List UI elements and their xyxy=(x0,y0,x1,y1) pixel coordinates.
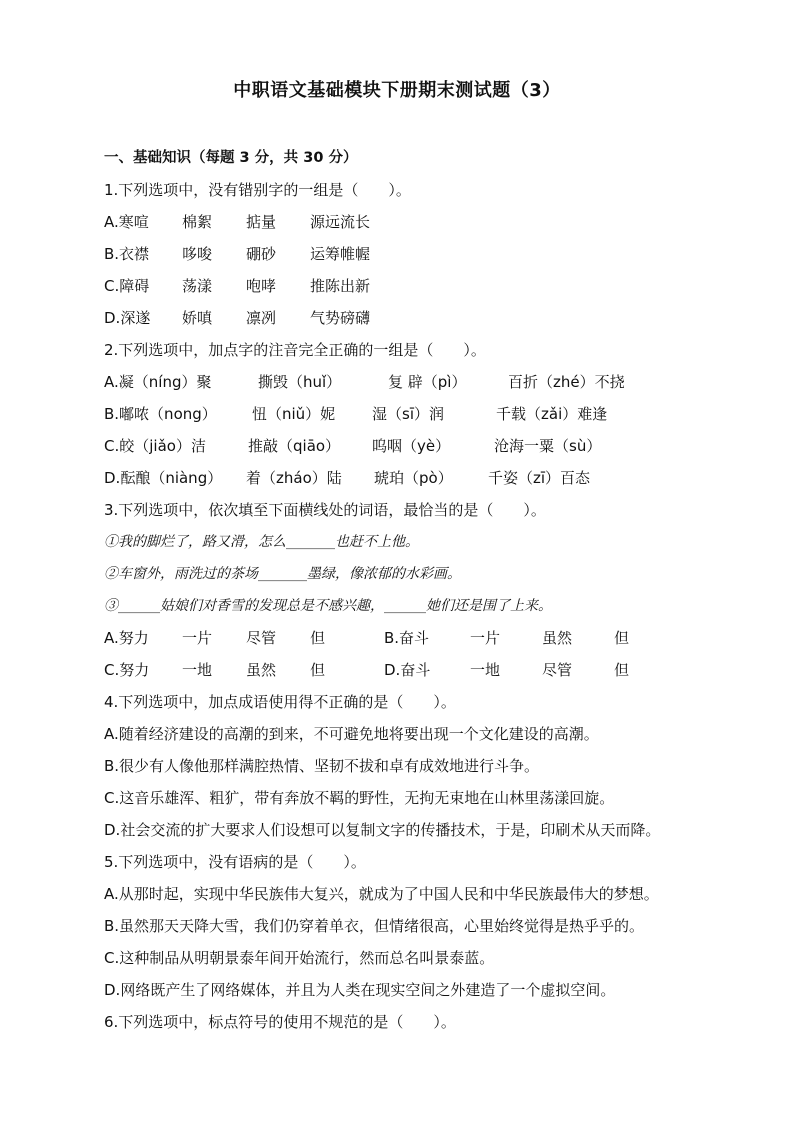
option-item: 娇嗔 xyxy=(182,309,213,327)
question-4-option-b[interactable]: B.很少有人像他那样满腔热情、坚韧不拔和卓有成效地进行斗争。 xyxy=(104,757,540,775)
option-item: B.嘟哝（nong） xyxy=(104,405,217,423)
option-item: 推敲（qiāo） xyxy=(248,437,341,455)
question-4-stem: 4.下列选项中，加点成语使用得不正确的是（ ）。 xyxy=(104,693,456,711)
question-1-option-d[interactable] xyxy=(104,308,704,328)
option-item: 咆哮 xyxy=(246,277,277,295)
question-2-option-b[interactable] xyxy=(104,404,704,424)
option-item: 撕毁（huǐ） xyxy=(258,373,342,391)
option-item: 荡漾 xyxy=(182,277,213,295)
question-4-option-c[interactable]: C.这音乐雄浑、粗犷，带有奔放不羁的野性，无拘无束地在山林里荡漾回旋。 xyxy=(104,789,615,807)
question-4-option-a[interactable]: A.随着经济建设的高潮的到来，不可避免地将要出现一个文化建设的高潮。 xyxy=(104,725,599,743)
option-item: 一片 xyxy=(470,629,501,647)
option-item: 琥珀（pò） xyxy=(374,469,453,487)
option-label: D.深遂 xyxy=(104,309,151,327)
question-1-option-b[interactable] xyxy=(104,244,704,264)
option-item: A.努力 xyxy=(104,629,149,647)
question-3-sentence-1: ①我的脚烂了，路又滑，怎么_______也赶不上他。 xyxy=(104,534,419,550)
option-item: 但 xyxy=(614,629,630,647)
option-item: 源远流长 xyxy=(310,213,371,231)
question-3-stem: 3.下列选项中，依次填至下面横线处的词语，最恰当的是（ ）。 xyxy=(104,501,546,519)
option-item: 沧海一粟（sù） xyxy=(494,437,602,455)
option-item: 忸（niǔ）妮 xyxy=(252,405,336,423)
option-label: B.衣襟 xyxy=(104,245,150,263)
option-item: 一地 xyxy=(470,661,501,679)
question-6-stem: 6.下列选项中，标点符号的使用不规范的是（ ）。 xyxy=(104,1013,456,1031)
option-item: 呜咽（yè） xyxy=(372,437,451,455)
option-label: A.寒喧 xyxy=(104,213,149,231)
question-5-option-a[interactable]: A.从那时起，实现中华民族伟大复兴，就成为了中国人民和中华民族最伟大的梦想。 xyxy=(104,885,659,903)
option-item: 尽管 xyxy=(542,661,573,679)
option-item: D.奋斗 xyxy=(384,661,431,679)
option-item: 一片 xyxy=(182,629,213,647)
page-title: 中职语文基础模块下册期末测试题（3） xyxy=(233,80,561,101)
option-item: 虽然 xyxy=(246,661,277,679)
question-3-options-ab[interactable] xyxy=(104,628,704,648)
question-2-stem: 2.下列选项中，加点字的注音完全正确的一组是（ ）。 xyxy=(104,341,486,359)
option-item: 运筹帷幄 xyxy=(310,245,371,263)
question-3-options-cd[interactable] xyxy=(104,660,704,680)
option-item: 但 xyxy=(310,661,326,679)
option-item: 哆唆 xyxy=(182,245,213,263)
option-item: 虽然 xyxy=(542,629,573,647)
option-item: 凛冽 xyxy=(246,309,277,327)
option-item: 硼砂 xyxy=(246,245,277,263)
option-item: 推陈出新 xyxy=(310,277,371,295)
option-item: 千载（zǎi）难逢 xyxy=(496,405,608,423)
option-item: 湿（sī）润 xyxy=(372,405,444,423)
option-item: A.凝（níng）聚 xyxy=(104,373,212,391)
question-2-option-d[interactable] xyxy=(104,468,704,488)
question-1-option-c[interactable] xyxy=(104,276,704,296)
question-3-sentence-3: ③______姑娘们对香雪的发现总是不感兴趣，______她们还是围了上来。 xyxy=(104,598,552,614)
option-item: 但 xyxy=(614,661,630,679)
option-item: 尽管 xyxy=(246,629,277,647)
question-2-option-c[interactable] xyxy=(104,436,704,456)
option-item: 气势磅礴 xyxy=(310,309,371,327)
question-2-option-a[interactable] xyxy=(104,372,704,392)
question-1-stem: 1.下列选项中，没有错别字的一组是（ ）。 xyxy=(104,181,411,199)
question-1-option-a[interactable] xyxy=(104,212,704,232)
option-label: C.障碍 xyxy=(104,277,150,295)
option-item: 棉絮 xyxy=(182,213,213,231)
option-item: C.努力 xyxy=(104,661,150,679)
option-item: 掂量 xyxy=(246,213,277,231)
option-item: 着（zháo）陆 xyxy=(246,469,342,487)
section-heading: 一、基础知识（每题 3 分，共 30 分） xyxy=(104,150,358,166)
option-item: 百折（zhé）不挠 xyxy=(508,373,625,391)
option-item: 但 xyxy=(310,629,326,647)
question-3-sentence-2: ②车窗外，雨洗过的茶场_______墨绿，像浓郁的水彩画。 xyxy=(104,566,461,582)
question-5-option-d[interactable]: D.网络既产生了网络媒体，并且为人类在现实空间之外建造了一个虚拟空间。 xyxy=(104,981,616,999)
option-item: C.皎（jiǎo）洁 xyxy=(104,437,206,455)
question-4-option-d[interactable]: D.社会交流的扩大要求人们设想可以复制文字的传播技术，于是，印刷术从天而降。 xyxy=(104,821,661,839)
option-item: 复 辟（pì） xyxy=(388,373,467,391)
option-item: 一地 xyxy=(182,661,213,679)
question-5-option-c[interactable]: C.这种制品从明朝景泰年间开始流行，然而总名叫景泰蓝。 xyxy=(104,949,495,967)
question-5-option-b[interactable]: B.虽然那天天降大雪，我们仍穿着单衣，但情绪很高，心里始终觉得是热乎乎的。 xyxy=(104,917,645,935)
option-item: D.酝酿（niàng） xyxy=(104,469,223,487)
option-item: 千姿（zī）百态 xyxy=(488,469,591,487)
question-5-stem: 5.下列选项中，没有语病的是（ ）。 xyxy=(104,853,366,871)
option-item: B.奋斗 xyxy=(384,629,430,647)
